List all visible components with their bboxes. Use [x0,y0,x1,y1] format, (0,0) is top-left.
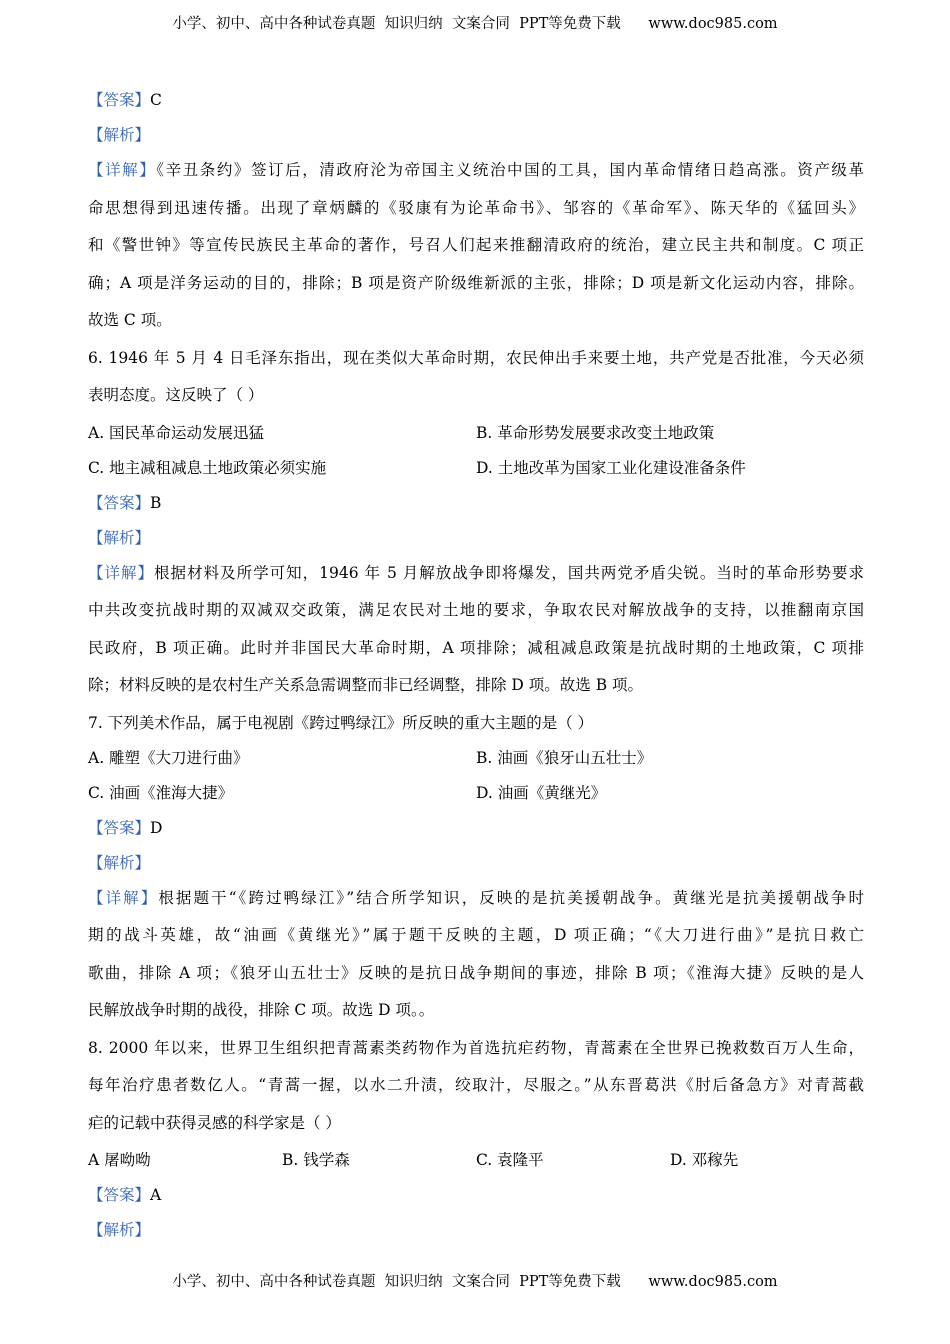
page-header: 小学、初中、高中各种试卷真题 知识归纳 文案合同 PPT等免费下载 www.doc985.com [172,16,778,32]
q8-option-b: B. 钱学森 [282,1151,350,1169]
q7-option-a: A. 雕塑《大刀进行曲》 [88,748,249,767]
q7-options-row [88,746,864,781]
answer-tag: 【答案】 [88,818,151,837]
q6-detail-line: 【详解】根据材料及所学可知，1946 年 5 月解放战争即将爆发，国共两党矛盾尖锐。当时的革命形势要求 [88,563,864,582]
q6-detail-line: 除；材料反映的是农村生产关系急需调整而非已经调整，排除 D 项。故选 B 项。 [88,676,644,694]
q6-detail [88,561,864,711]
q7-detail [88,886,864,1036]
q7-option-d: D. 油画《黄继光》 [476,783,607,802]
q8-answer-line [88,1183,864,1218]
q6-answer-line [88,491,864,526]
answer-tag: 【答案】 [88,91,151,109]
q7-detail-line: 民解放战争时期的战役，排除 C 项。故选 D 项。。 [88,1001,435,1019]
q5-answer: C [150,91,162,109]
q7-detail-line: 【详解】根据题干“《跨过鸭绿江》”结合所学知识，反映的是抗美援朝战争。黄继光是抗美援朝战争时 [88,888,864,907]
answer-tag: 【答案】 [88,1186,151,1204]
q6-stem-line: 表明态度。这反映了（ ） [88,386,264,404]
analysis-tag: 【解析】 [88,126,151,144]
detail-tag: 【详解】 [88,161,157,179]
q7-analysis-line [88,851,864,886]
q6-options-row [88,456,864,491]
q5-detail-line: 故选 C 项。 [88,311,172,329]
q6-option-d: D. 土地改革为国家工业化建设准备条件 [476,458,746,477]
q7-stem: 7. 下列美术作品，属于电视剧《跨过鸭绿江》所反映的重大主题的是（ ） [88,713,594,732]
q8-stem-line: 8. 2000 年以来，世界卫生组织把青蒿素类药物作为首选抗疟药物，青蒿素在全世界已挽救数百万人生命， [88,1038,864,1057]
q5-detail-line: 和《警世钟》等宣传民族民主革命的著作，号召人们起来推翻清政府的统治，建立民主共和制度。C 项正 [88,236,864,254]
page-footer: 小学、初中、高中各种试卷真题 知识归纳 文案合同 PPT等免费下载 www.doc985.com [172,1274,778,1290]
q6-option-b: B. 革命形势发展要求改变土地政策 [476,423,715,442]
q7-option-b: B. 油画《狼牙山五壮士》 [476,748,653,767]
q8-stem-line: 每年治疗患者数亿人。“青蒿一握，以水二升渍，绞取汁，尽服之。”从东晋葛洪《肘后备急方》对青蒿截 [88,1076,864,1094]
analysis-tag: 【解析】 [88,853,151,872]
q5-detail-line: 【详解】《辛丑条约》签订后，清政府沦为帝国主义统治中国的工具，国内革命情绪日趋高涨。资产级革 [88,161,864,179]
q8-option-c: C. 袁隆平 [476,1151,544,1169]
q8-stem-line: 疟的记载中获得灵感的科学家是（ ） [88,1113,341,1132]
q6-stem-line: 6. 1946 年 5 月 4 日毛泽东指出，现在类似大革命时期，农民伸出手来要土地，共产党是否批准，今天必须 [88,348,864,367]
analysis-tag: 【解析】 [88,528,151,547]
q7-detail-line: 歌曲，排除 A 项；《狼牙山五壮士》反映的是抗日战争期间的事迹，排除 B 项；《淮海大捷》反映的是人 [88,963,864,982]
q7-detail-line: 期的战斗英雄，故“油画《黄继光》”属于题干反映的主题，D 项正确；“《大刀进行曲》”是抗日救亡 [88,926,864,944]
q7-answer: D [150,818,163,837]
q7-answer-line [88,816,864,851]
q5-detail [88,158,864,346]
q8-options-row [88,1148,864,1183]
q5-detail-line: 命思想得到迅速传播。出现了章炳麟的《驳康有为论革命书》、邹容的《革命军》、陈天华的《猛回头》 [88,198,864,217]
document-body [88,88,864,1253]
q8-option-d: D. 邓稼先 [670,1151,739,1169]
q6-answer: B [150,493,162,512]
q6-detail-line: 民政府，B 项正确。此时并非国民大革命时期，A 项排除；减租减息政策是抗战时期的土地政策，C 项排 [88,638,864,657]
q8-option-a: A 屠呦呦 [88,1151,151,1169]
q5-detail-line: 确；A 项是洋务运动的目的，排除；B 项是资产阶级维新派的主张，排除；D 项是新文化运动内容，排除。 [88,273,864,292]
q5-answer-line [88,88,864,123]
q8-analysis-line [88,1218,864,1253]
q7-options-row [88,781,864,816]
q6-options-row [88,421,864,456]
q6-option-c: C. 地主减租减息土地政策必须实施 [88,458,327,477]
q7-option-c: C. 油画《淮海大捷》 [88,783,234,802]
q6-option-a: A. 国民革命运动发展迅猛 [88,423,265,442]
q8-answer: A [150,1186,162,1204]
detail-tag: 【详解】 [88,563,155,582]
analysis-tag: 【解析】 [88,1221,151,1239]
q6-detail-line: 中共改变抗战时期的双减双交政策，满足农民对土地的要求，争取农民对解放战争的支持，以推翻南京国 [88,601,864,619]
q6-analysis-line [88,526,864,561]
detail-tag: 【详解】 [88,888,159,907]
q5-analysis-line [88,123,864,158]
answer-tag: 【答案】 [88,493,151,512]
